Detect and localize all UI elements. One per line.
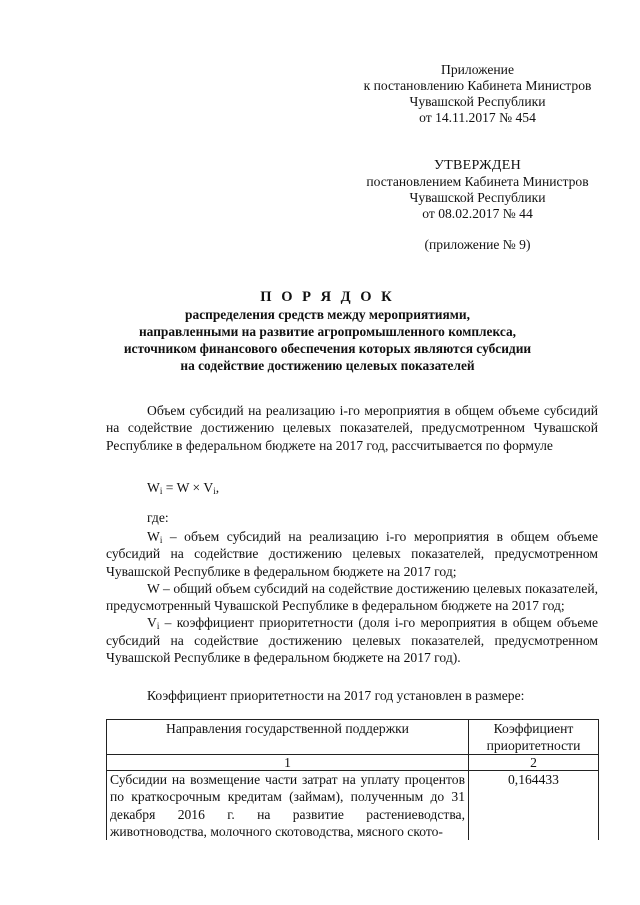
column-number: 2 (469, 755, 599, 771)
intro-text: Объем субсидий на реализацию i-го мероприятия в общем объеме субсидий на содействие достижению целевых показателей, предусмотренном Чувашской Республике в федеральном бюджете на 2017 год, рассчитывается по формуле (106, 403, 598, 453)
title-line: источником финансового обеспечения которых являются субсидии (123, 341, 532, 356)
definition-vi (106, 614, 598, 666)
definition-w (106, 580, 598, 615)
row-coefficient: 0,164433 (469, 771, 599, 841)
approved-line: от 08.02.2017 № 44 (422, 206, 533, 221)
table-row (107, 771, 599, 841)
title-line: на содействие достижению целевых показателей (180, 358, 475, 373)
approved-line: Чувашской Республики (409, 190, 546, 205)
approved-heading: УТВЕРЖДЕН (433, 158, 522, 173)
appendix-header (350, 62, 605, 126)
def-symbol: V (147, 615, 157, 631)
definition-wi (106, 528, 598, 580)
def-text: – коэффициент приоритетности (доля i-го мероприятия в общем объеме субсидий на содействие достижению целевых показателей, предусмотренном Чувашской Республике в федеральном бюджете на 2017 год). (106, 615, 598, 666)
header-directions: Направления государственной поддержки (107, 720, 469, 755)
formula-w: W (147, 480, 160, 495)
table-number-row (107, 755, 599, 771)
def-sub: i (156, 621, 160, 632)
definitions (106, 528, 598, 666)
intro-paragraph (106, 402, 598, 454)
formula (147, 480, 219, 496)
coefficient-table (106, 719, 599, 840)
annex-note: (приложение № 9) (424, 237, 531, 252)
title-main: П О Р Я Д О К (260, 289, 395, 305)
where-label: где: (147, 510, 169, 525)
formula-sub: i (159, 486, 163, 496)
formula-end: , (215, 480, 220, 495)
appendix-line: от 14.11.2017 № 454 (419, 110, 536, 125)
approved-line: постановлением Кабинета Министров (366, 174, 589, 189)
def-text: – объем субсидий на реализацию i-го мероприятия в общем объеме субсидий на содействие достижению целевых показателей, предусмотренном Чувашской Республике в федеральном бюджете на 2017 год; (106, 529, 598, 579)
coefficient-intro: Коэффициент приоритетности на 2017 год установлен в размере: (147, 688, 525, 703)
header-coefficient: Коэффициент приоритетности (469, 720, 599, 755)
title-line: распределения средств между мероприятиями, (185, 307, 470, 322)
table-header-row (107, 720, 599, 755)
appendix-line: Чувашской Республики (409, 94, 546, 109)
column-number: 1 (107, 755, 469, 771)
appendix-line: Приложение (441, 62, 514, 77)
row-direction: Субсидии на возмещение части затрат на уплату процентов по краткосрочным кредитам (займам), полученным до 31 декабря 2016 г. на развитие растениеводства, животноводства, молочного скотоводства, мясного ското- (107, 771, 469, 841)
appendix-line: к постановлению Кабинета Министров (363, 78, 592, 93)
def-text: W – общий объем субсидий на содействие достижению целевых показателей, предусмотренный Чувашской Республике в федеральном бюджете на 2017 год; (106, 580, 598, 614)
formula-eq: = W × V (162, 480, 214, 495)
title-line: направленными на развитие агропромышленного комплекса, (138, 324, 517, 339)
document-title (105, 288, 550, 374)
def-sub: i (159, 535, 163, 545)
approval-stamp-block (350, 158, 605, 222)
def-symbol: W (147, 529, 160, 544)
formula-sub: i (213, 486, 216, 496)
